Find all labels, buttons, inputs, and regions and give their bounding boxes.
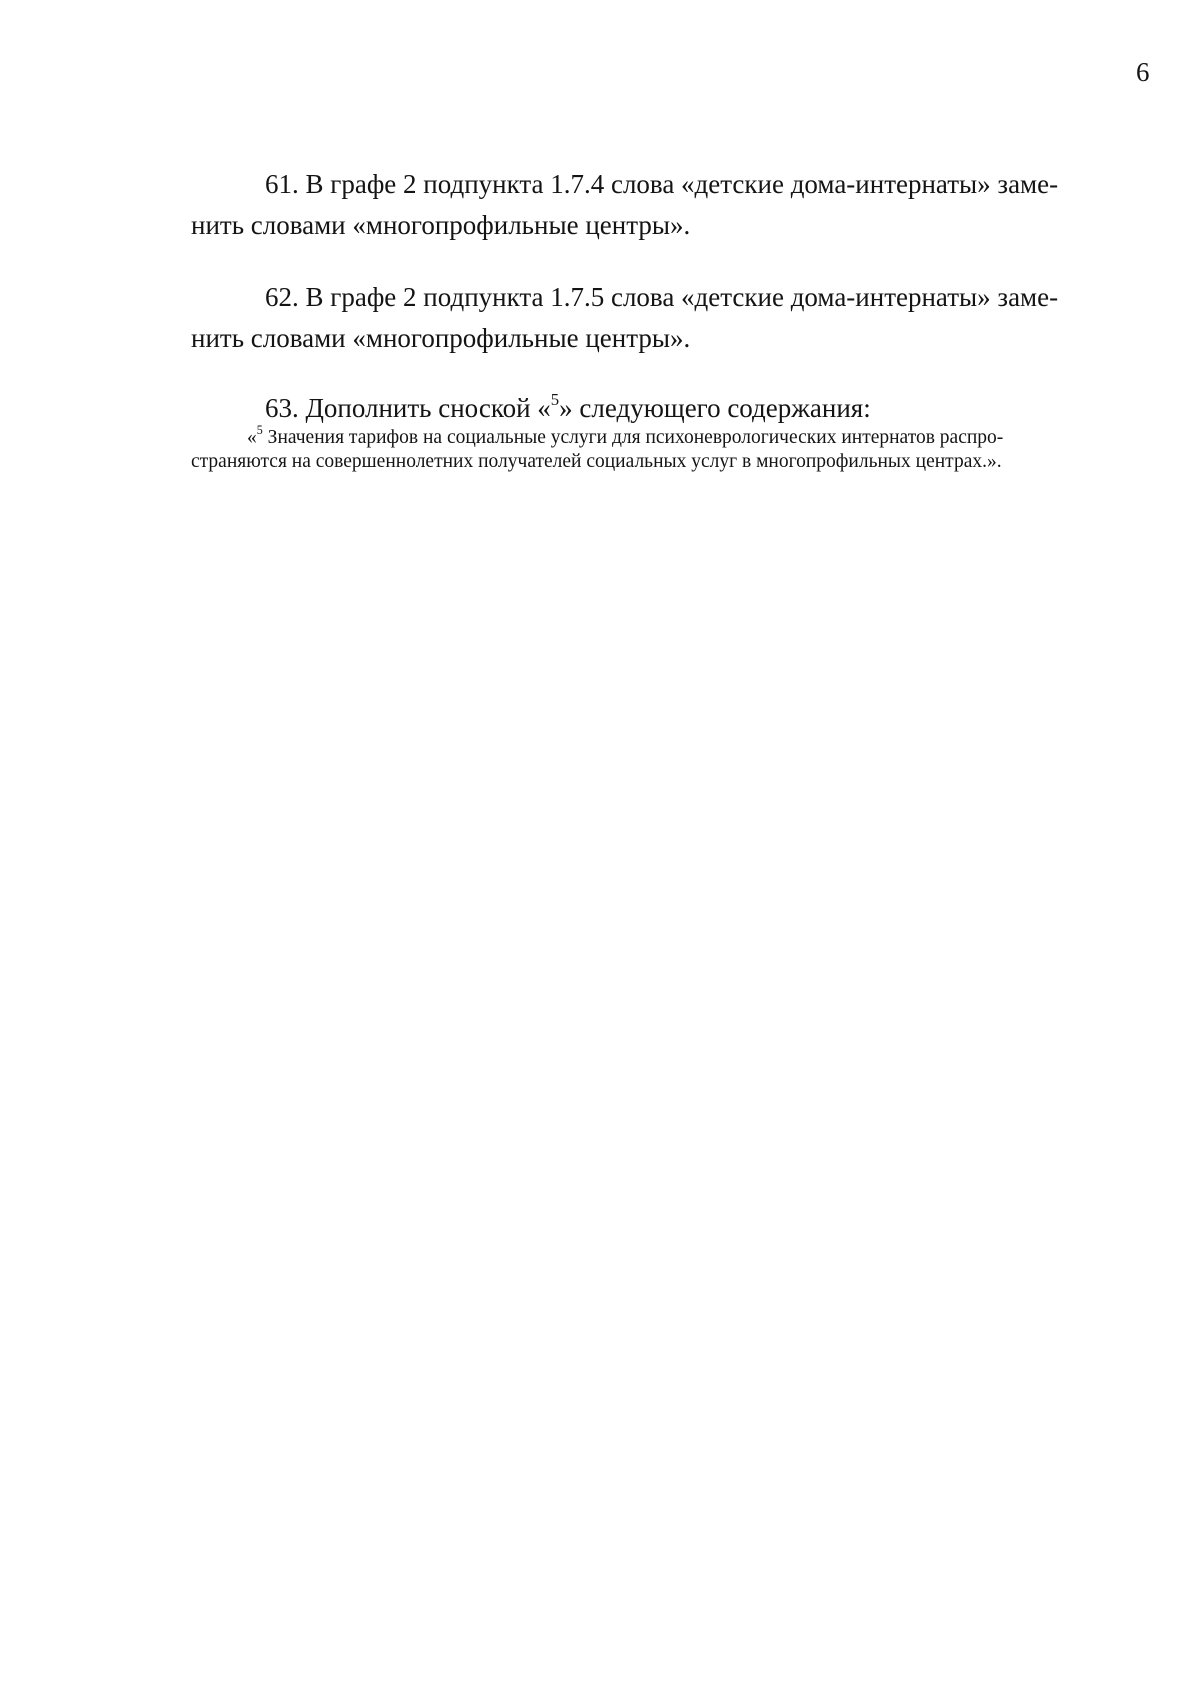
item-61-line-2: нить словами «многопрофильные центры». bbox=[191, 210, 691, 240]
footnote-line-1-text: Значения тарифов на социальные услуги для психоневрологических интернатов распро- bbox=[262, 427, 1004, 448]
footnote-superscript: 5 bbox=[256, 422, 263, 437]
item-61-line-1: 61. В графе 2 подпункта 1.7.4 слова «детские дома-интернаты» заме- bbox=[265, 169, 1059, 199]
item-63-superscript: 5 bbox=[550, 389, 560, 409]
item-61 bbox=[191, 164, 1134, 246]
item-63-line bbox=[191, 390, 1134, 426]
item-63 bbox=[191, 390, 1134, 426]
item-63-text-before: 63. Дополнить сноской « bbox=[265, 393, 551, 423]
item-62 bbox=[191, 277, 1134, 359]
page-number: 6 bbox=[1136, 57, 1150, 87]
footnote-line-1 bbox=[191, 422, 1134, 450]
item-62-line-2: нить словами «многопрофильные центры». bbox=[191, 323, 691, 353]
item-63-text-after: » следующего содержания: bbox=[559, 393, 871, 423]
footnote-line-2: страняются на совершеннолетних получателей социальных услуг в многопрофильных центрах.». bbox=[191, 451, 1002, 472]
footnote-open-quote: « bbox=[247, 427, 257, 448]
document-body bbox=[191, 164, 1134, 474]
item-62-line-1: 62. В графе 2 подпункта 1.7.5 слова «детские дома-интернаты» заме- bbox=[265, 282, 1059, 312]
footnote-text bbox=[191, 422, 1134, 474]
